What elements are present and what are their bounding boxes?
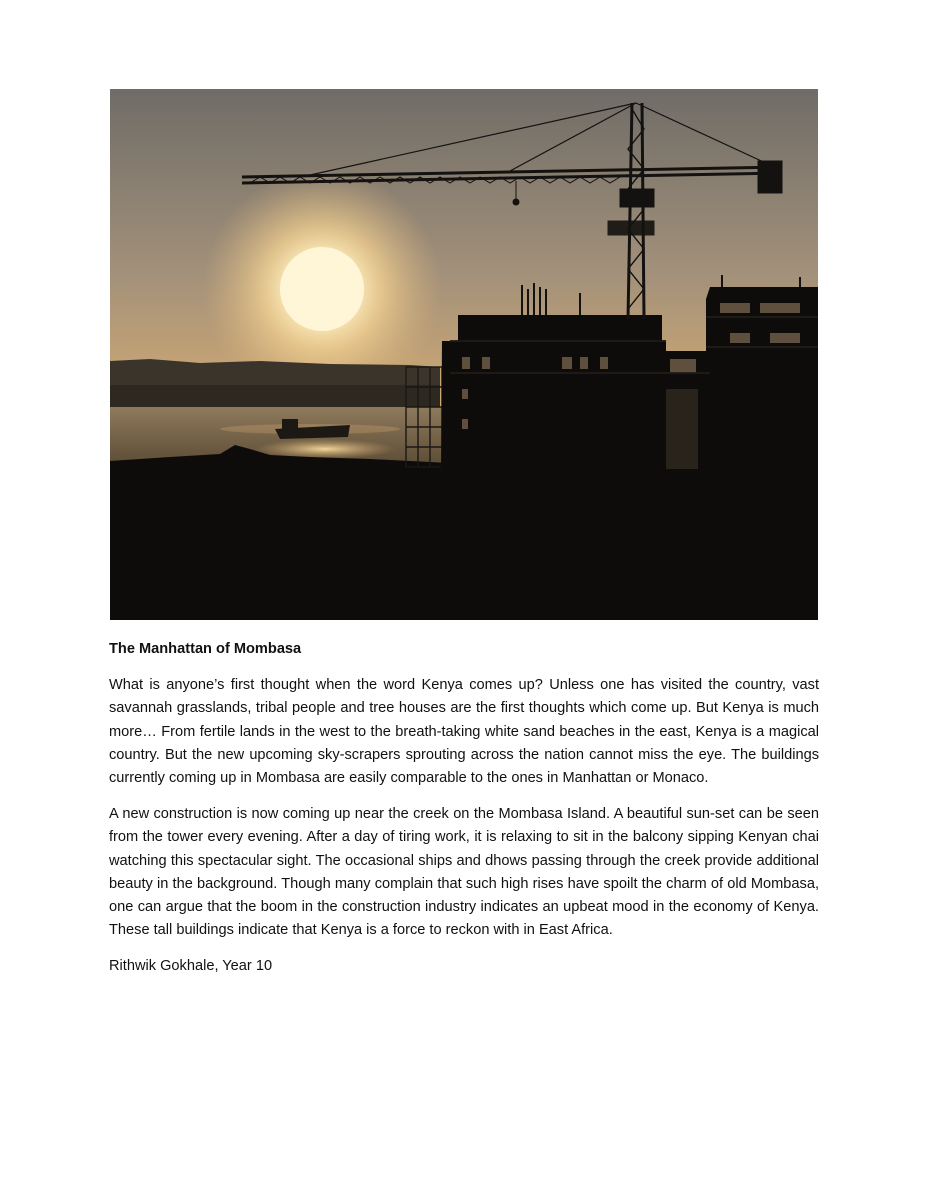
sun xyxy=(280,247,364,331)
article-body xyxy=(109,638,819,979)
article-title: The Manhattan of Mombasa xyxy=(109,641,302,657)
article-photo-sunset-construction xyxy=(110,89,818,620)
foreground-silhouette xyxy=(110,445,450,620)
building-under-construction xyxy=(440,287,818,620)
article-paragraph-2: A new construction is now coming up near the creek on the Mombasa Island. A beautiful sun-set can be seen from the tower every evening. After a day of tiring work, it is relaxing to sit in the balcony sipping Kenyan chai watching this spectacular sight. The occasional ships and dhows passing through the creek provide additional beauty in the background. Though many complain that such high rises have spoilt the charm of old Mombasa, one can argue that the boom in the construction industry indicates an upbeat mood in the economy of Kenya. These tall buildings indicate that Kenya is a force to reckon with in East Africa. xyxy=(109,806,819,939)
article-author: Rithwik Gokhale, Year 10 xyxy=(109,958,273,975)
article-paragraph-1: What is anyone’s first thought when the word Kenya comes up? Unless one has visited the country, vast savannah grasslands, tribal people and tree houses are the first thoughts which come up. But Kenya is much more… From fertile lands in the west to the breath-taking white sand beaches in the east, Kenya is a magical country. But the new upcoming sky-scrapers sprouting across the nation cannot miss the eye. The buildings currently coming up in Mombasa are easily comparable to the ones in Manhattan or Monaco. xyxy=(109,677,819,787)
